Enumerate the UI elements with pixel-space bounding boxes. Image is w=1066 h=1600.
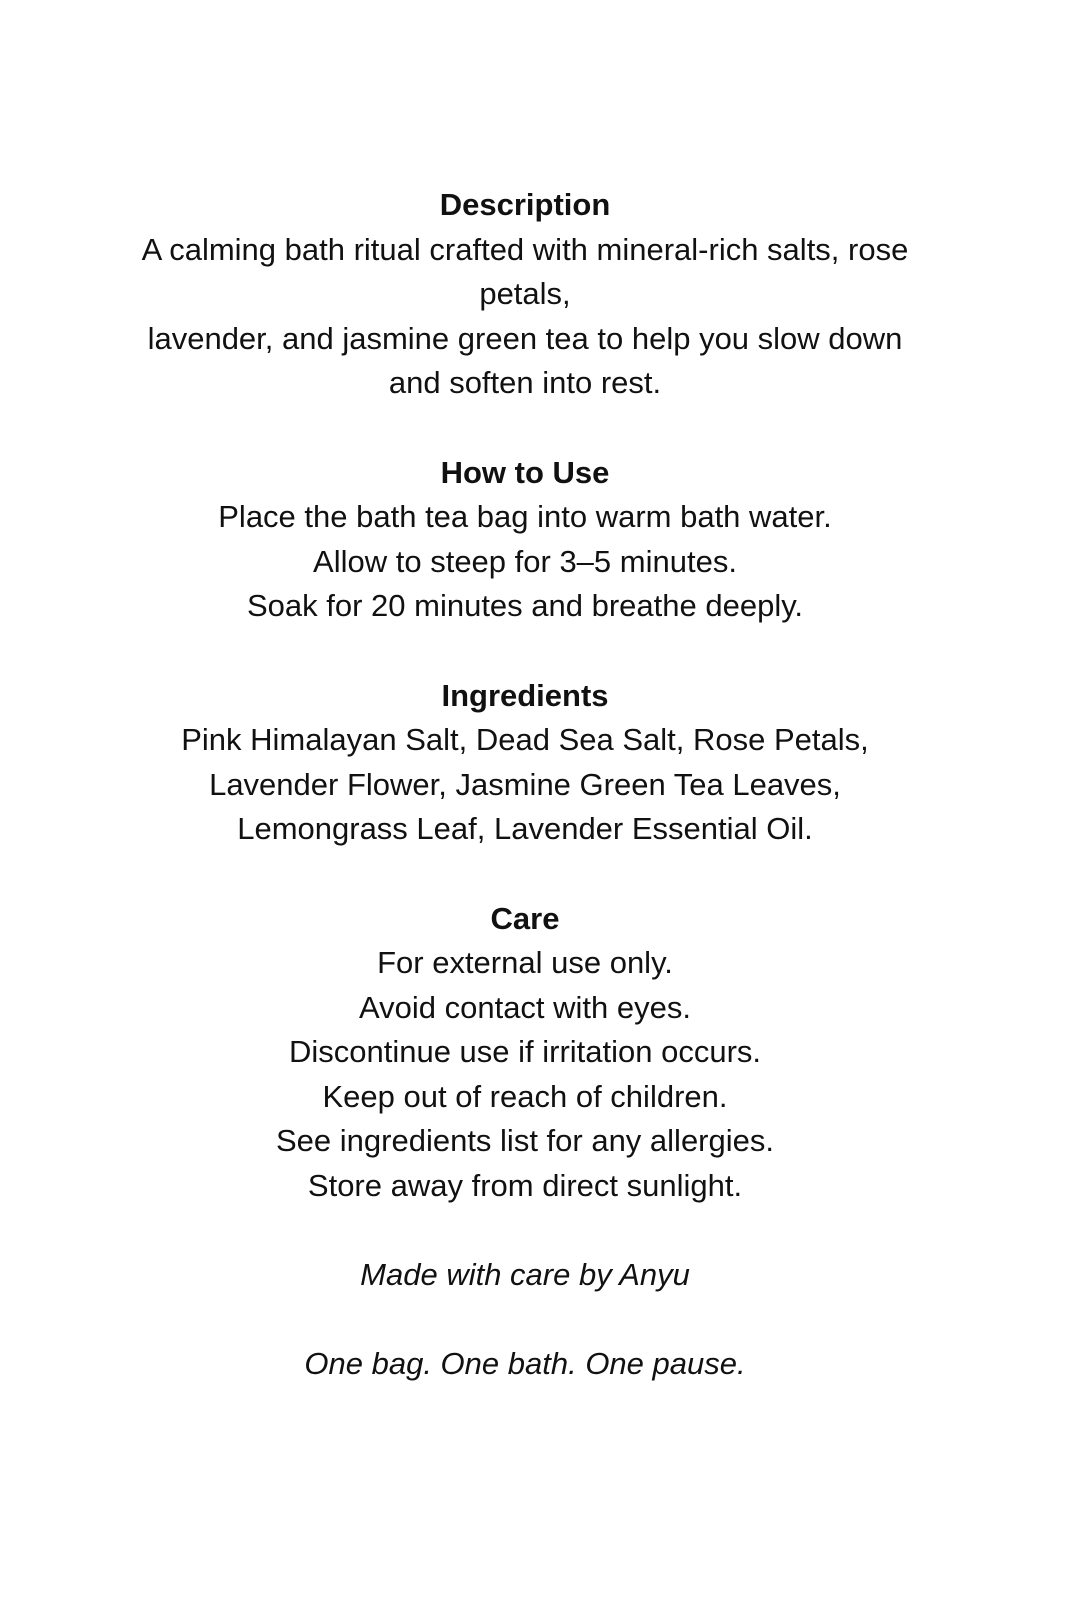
description-line: and soften into rest. (388, 365, 662, 401)
description-line: lavender, and jasmine green tea to help you slow down (147, 320, 903, 356)
care-section (60, 897, 990, 1209)
how-to-use-line: Place the bath tea bag into warm bath water. (218, 499, 832, 535)
section-spacer (60, 629, 990, 674)
tagline: One bag. One bath. One pause. (304, 1346, 746, 1382)
care-line: Discontinue use if irritation occurs. (288, 1034, 762, 1070)
description-heading: Description (439, 187, 611, 222)
how-to-use-section (60, 451, 990, 629)
section-spacer (60, 1298, 990, 1343)
section-spacer (60, 406, 990, 451)
ingredients-line: Pink Himalayan Salt, Dead Sea Salt, Rose Petals, (181, 722, 869, 758)
product-info-text (60, 183, 990, 1387)
ingredients-line: Lemongrass Leaf, Lavender Essential Oil. (237, 811, 813, 847)
care-line: See ingredients list for any allergies. (276, 1123, 774, 1159)
care-line: Keep out of reach of children. (322, 1078, 728, 1114)
description-line: petals, (479, 276, 571, 312)
care-line: Avoid contact with eyes. (359, 989, 691, 1025)
section-spacer (60, 852, 990, 897)
ingredients-heading: Ingredients (441, 677, 609, 713)
care-heading: Care (490, 900, 560, 936)
how-to-use-line: Allow to steep for 3–5 minutes. (313, 543, 737, 579)
description-section (60, 183, 990, 406)
how-to-use-line: Soak for 20 minutes and breathe deeply. (246, 588, 804, 624)
how-to-use-heading: How to Use (440, 454, 610, 490)
ingredients-line: Lavender Flower, Jasmine Green Tea Leaves, (209, 766, 841, 802)
section-spacer (60, 1209, 990, 1254)
description-line: A calming bath ritual crafted with mineral-rich salts, rose (141, 231, 909, 267)
care-line: For external use only. (377, 945, 673, 981)
ingredients-section (60, 674, 990, 852)
signature-line: Made with care by Anyu (360, 1257, 690, 1293)
care-line: Store away from direct sunlight. (307, 1168, 743, 1204)
